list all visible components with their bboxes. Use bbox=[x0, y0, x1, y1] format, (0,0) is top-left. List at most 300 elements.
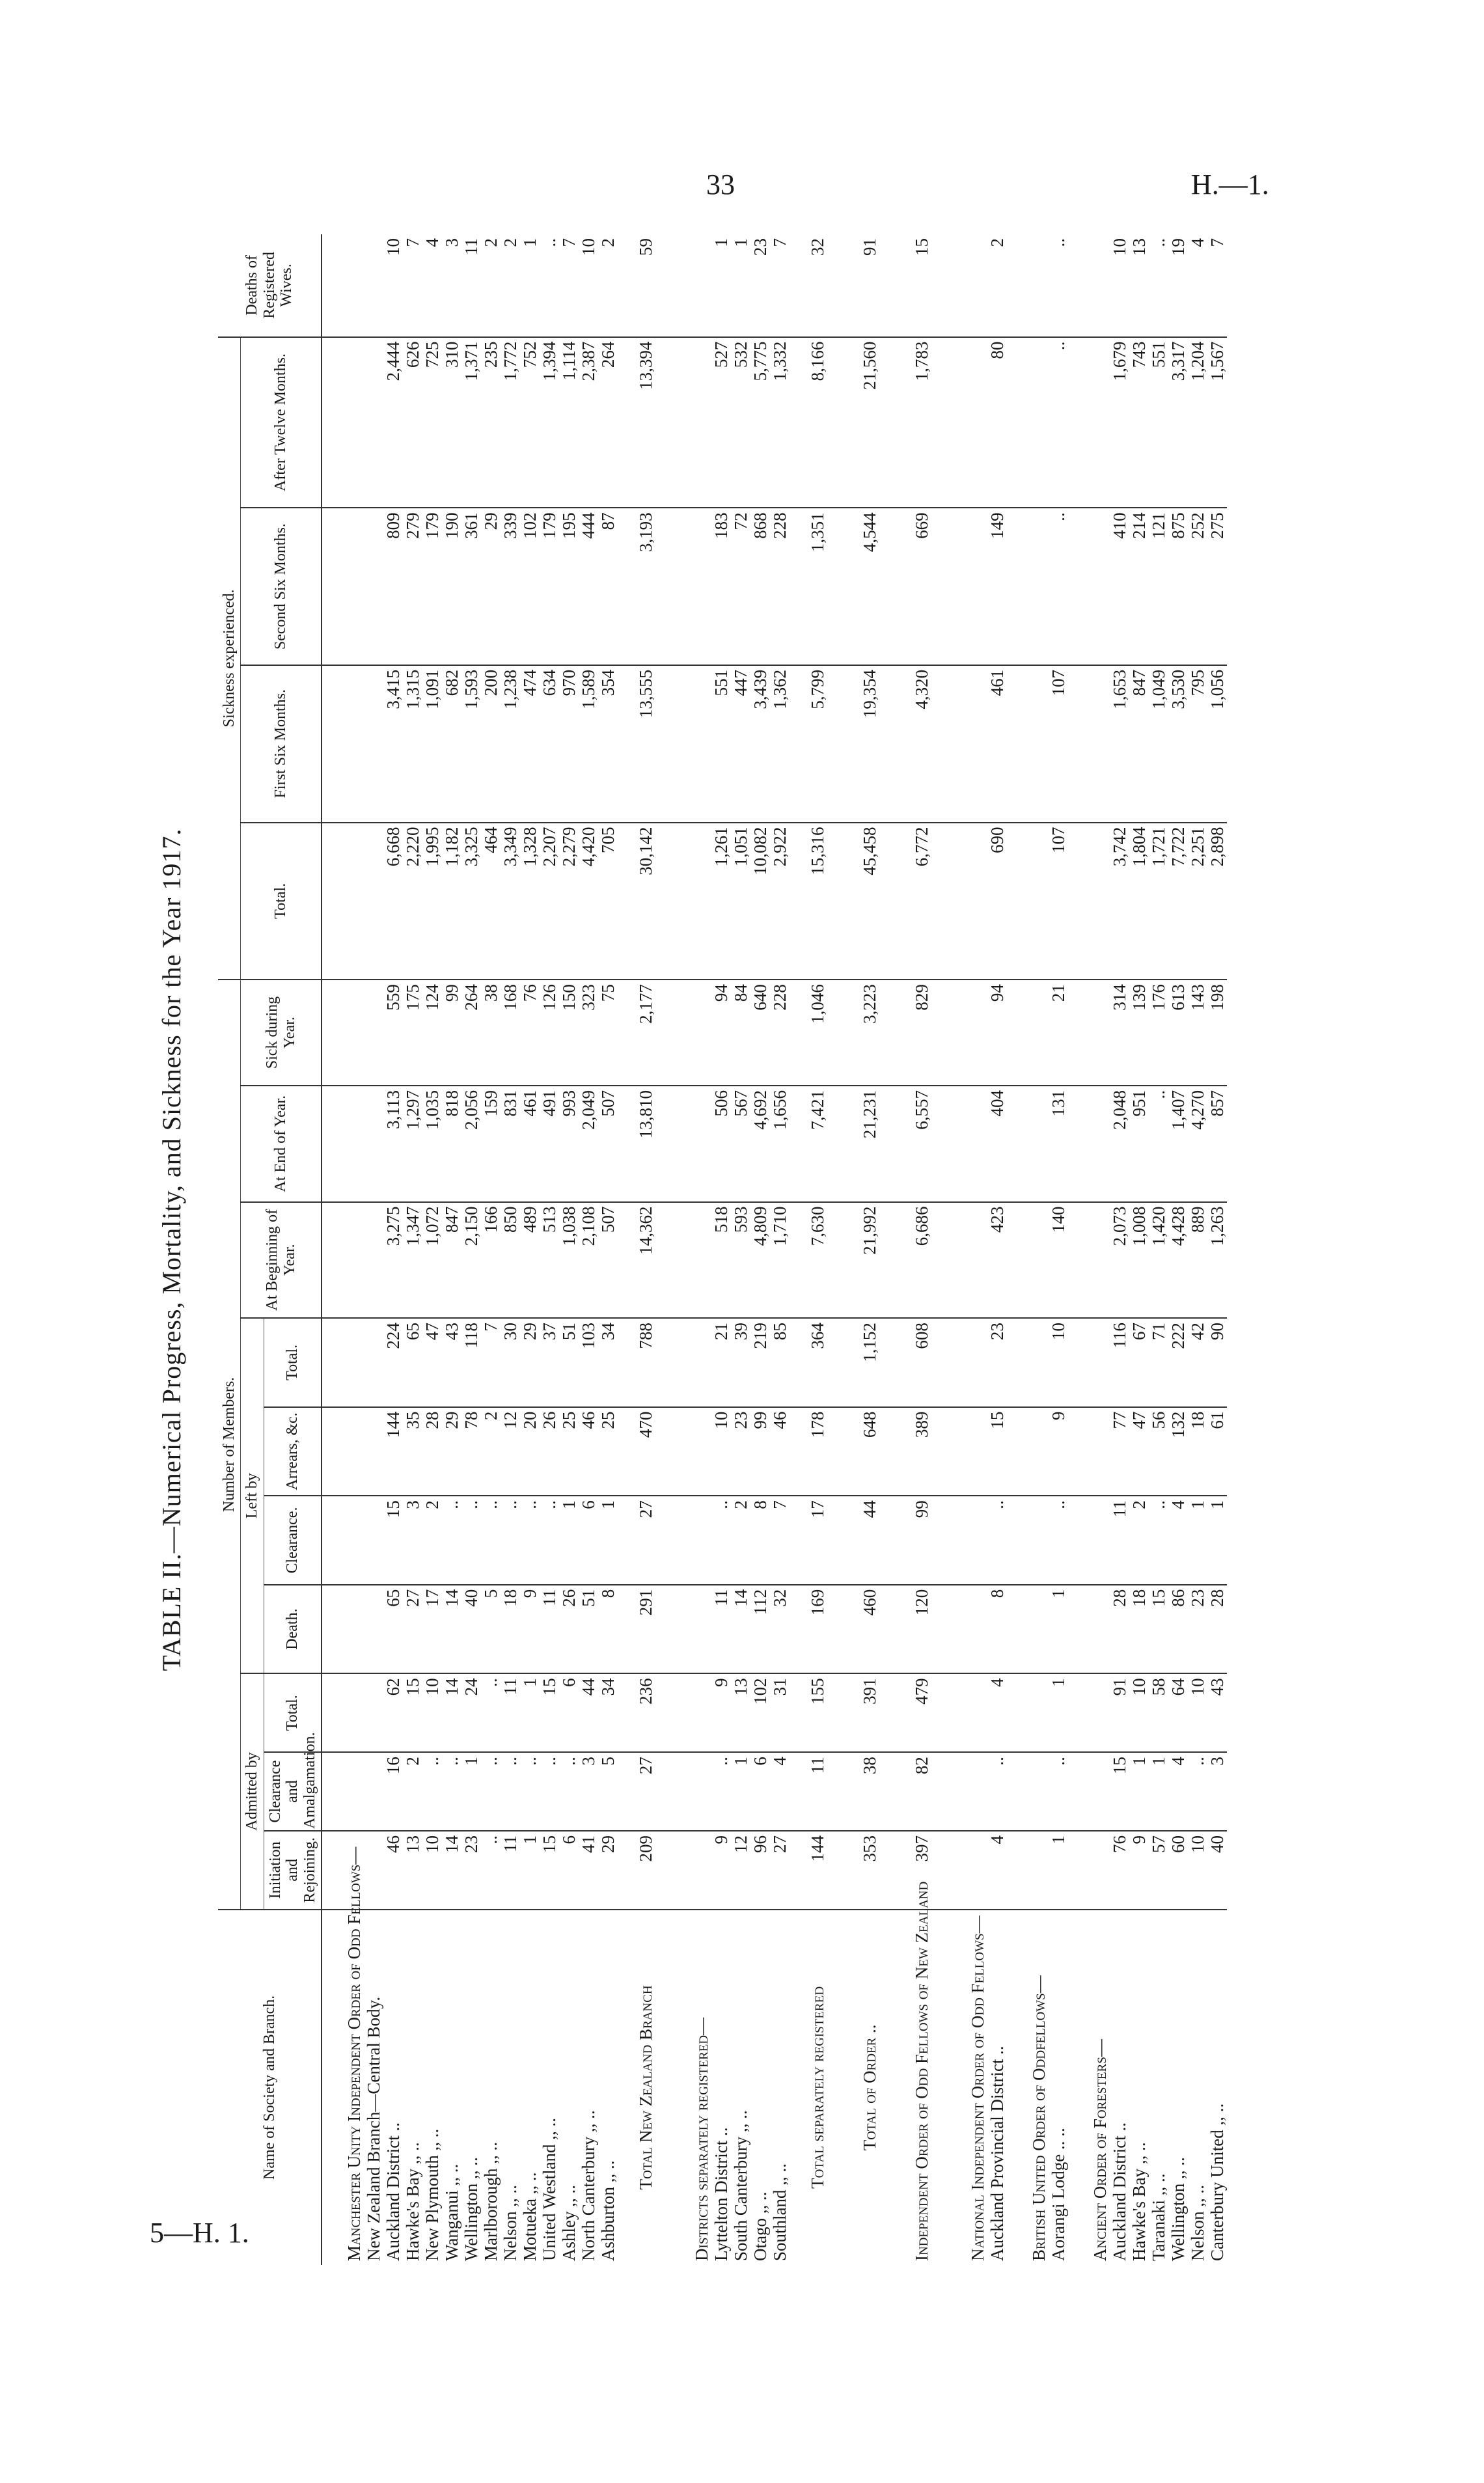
cell-value: 27 bbox=[618, 1496, 670, 1585]
cell-value: 423 bbox=[987, 1202, 1007, 1319]
cell-value: 102 bbox=[750, 1673, 770, 1752]
cell-value: 1,008 bbox=[1129, 1202, 1149, 1319]
cell-value bbox=[946, 1202, 987, 1319]
cell-value: 3,439 bbox=[750, 665, 770, 823]
cell-value: 7,630 bbox=[790, 1202, 842, 1319]
cell-value: 559 bbox=[383, 980, 403, 1086]
cell-value: 3,742 bbox=[1110, 823, 1129, 980]
cell-value: 518 bbox=[711, 1202, 731, 1319]
cell-value: 3 bbox=[1207, 1752, 1227, 1831]
cell-value: 46 bbox=[579, 1407, 598, 1496]
cell-value: .. bbox=[442, 1752, 461, 1831]
cell-value: 14 bbox=[442, 1585, 461, 1674]
cell-value: 626 bbox=[403, 337, 422, 508]
cell-value: 2,207 bbox=[540, 823, 559, 980]
cell-value: 27 bbox=[618, 1752, 670, 1831]
cell-value: 61 bbox=[1207, 1407, 1227, 1496]
cell-value bbox=[364, 1086, 383, 1202]
statistics-table bbox=[218, 234, 1227, 2265]
cell-value: 788 bbox=[618, 1318, 670, 1407]
cell-value: 1,182 bbox=[442, 823, 461, 980]
table-row bbox=[1007, 234, 1049, 2265]
cell-value: 11 bbox=[540, 1585, 559, 1674]
row-name: North Canterbury ,, .. bbox=[578, 2110, 598, 2261]
row-name: Districts separately registered— bbox=[691, 2017, 711, 2261]
cell-value: 847 bbox=[1129, 665, 1149, 823]
cell-value: 470 bbox=[618, 1407, 670, 1496]
cell-value: 6 bbox=[559, 1831, 579, 1910]
cell-value: .. bbox=[1188, 1752, 1207, 1831]
cell-value bbox=[946, 234, 987, 337]
cell-value: 9 bbox=[1129, 1831, 1149, 1910]
cell-value bbox=[1068, 508, 1110, 665]
table-row bbox=[559, 234, 579, 2265]
cell-value: 4 bbox=[422, 234, 442, 337]
cell-value: 6 bbox=[579, 1496, 598, 1585]
cell-value: 121 bbox=[1149, 508, 1168, 665]
cell-value: 364 bbox=[790, 1318, 842, 1407]
cell-value: 10 bbox=[711, 1407, 731, 1496]
cell-value bbox=[1007, 1202, 1049, 1319]
cell-value: 2,056 bbox=[461, 1086, 481, 1202]
cell-value: 818 bbox=[442, 1086, 461, 1202]
row-name: Nelson ,, .. bbox=[1187, 2185, 1207, 2261]
cell-value: 889 bbox=[1188, 1202, 1207, 1319]
cell-value: 831 bbox=[501, 1086, 520, 1202]
table-row bbox=[520, 234, 540, 2265]
cell-value: 1 bbox=[1049, 1585, 1068, 1674]
members-group-header: Number of Members. bbox=[218, 980, 241, 1910]
table-row bbox=[540, 234, 559, 2265]
cell-value: 1,351 bbox=[790, 508, 842, 665]
cell-value: 339 bbox=[501, 508, 520, 665]
cell-value: 1,072 bbox=[422, 1202, 442, 1319]
cell-value: 1,362 bbox=[770, 665, 790, 823]
col-clearance-in-header: Clearance and Amalgamation. bbox=[264, 1752, 322, 1831]
cell-value: 1 bbox=[520, 1831, 540, 1910]
cell-value: 10 bbox=[422, 1673, 442, 1752]
cell-value bbox=[1068, 1407, 1110, 1496]
cell-value: 11 bbox=[711, 1585, 731, 1674]
cell-value: 10 bbox=[1110, 234, 1129, 337]
cell-value: 2 bbox=[422, 1496, 442, 1585]
table-row bbox=[322, 234, 364, 2265]
cell-value: 11 bbox=[1110, 1496, 1129, 1585]
cell-value: .. bbox=[540, 1496, 559, 1585]
cell-value: 195 bbox=[559, 508, 579, 665]
cell-value bbox=[364, 1673, 383, 1752]
cell-value: 43 bbox=[1207, 1673, 1227, 1752]
cell-value: .. bbox=[1049, 337, 1068, 508]
cell-value: 23 bbox=[461, 1831, 481, 1910]
cell-value: 1,679 bbox=[1110, 337, 1129, 508]
cell-value: 2,387 bbox=[579, 337, 598, 508]
cell-value: 34 bbox=[598, 1673, 618, 1752]
row-name: British United Order of Oddfellows— bbox=[1028, 1975, 1049, 2261]
row-name: National Independent Order of Odd Fellows— bbox=[967, 1915, 987, 2261]
cell-value: .. bbox=[540, 1752, 559, 1831]
cell-value bbox=[670, 508, 711, 665]
cell-value: 3,275 bbox=[383, 1202, 403, 1319]
cell-value bbox=[1007, 1585, 1049, 1674]
cell-value: 222 bbox=[1168, 1318, 1188, 1407]
cell-value: 15 bbox=[894, 234, 946, 337]
row-name: Marlborough ,, .. bbox=[480, 2142, 501, 2261]
table-row bbox=[731, 234, 750, 2265]
cell-value: 15 bbox=[403, 1673, 422, 1752]
cell-value: 3,317 bbox=[1168, 337, 1188, 508]
cell-value: 461 bbox=[520, 1086, 540, 1202]
cell-value: 168 bbox=[501, 980, 520, 1086]
cell-value bbox=[1068, 1318, 1110, 1407]
cell-value: 21 bbox=[1049, 980, 1068, 1086]
cell-value: 1 bbox=[1188, 1496, 1207, 1585]
cell-value bbox=[946, 1496, 987, 1585]
table-row bbox=[442, 234, 461, 2265]
cell-value bbox=[946, 665, 987, 823]
cell-value: 102 bbox=[520, 508, 540, 665]
cell-value bbox=[322, 1673, 364, 1752]
cell-value: 4,692 bbox=[750, 1086, 770, 1202]
cell-value: .. bbox=[481, 1673, 501, 1752]
cell-value: 608 bbox=[894, 1318, 946, 1407]
cell-value bbox=[670, 1585, 711, 1674]
cell-value bbox=[1068, 980, 1110, 1086]
cell-value: 1 bbox=[520, 1673, 540, 1752]
cell-value: 139 bbox=[1129, 980, 1149, 1086]
cell-value: 4,320 bbox=[894, 665, 946, 823]
cell-value: 91 bbox=[1110, 1673, 1129, 1752]
cell-value: 13 bbox=[403, 1831, 422, 1910]
cell-value: 39 bbox=[731, 1318, 750, 1407]
table-row bbox=[1068, 234, 1110, 2265]
col-sickness-total-header: Total. bbox=[241, 823, 322, 980]
cell-value bbox=[364, 1585, 383, 1674]
cell-value: .. bbox=[520, 1496, 540, 1585]
cell-value: 354 bbox=[598, 665, 618, 823]
cell-value: 2,177 bbox=[618, 980, 670, 1086]
cell-value: 28 bbox=[1207, 1585, 1227, 1674]
table-title: TABLE II.—Numerical Progress, Mortality, and Sickness for the Year 1917. bbox=[157, 828, 186, 1671]
cell-value: 235 bbox=[481, 337, 501, 508]
row-name: Aorangi Lodge .. .. bbox=[1048, 2128, 1068, 2261]
cell-value: 3,113 bbox=[383, 1086, 403, 1202]
cell-value: 857 bbox=[1207, 1086, 1227, 1202]
table-row bbox=[1129, 234, 1149, 2265]
cell-value: 67 bbox=[1129, 1318, 1149, 1407]
cell-value: 10 bbox=[1188, 1673, 1207, 1752]
cell-value: 132 bbox=[1168, 1407, 1188, 1496]
admitted-group-header: Admitted by bbox=[241, 1673, 264, 1909]
row-name: Hawke's Bay ,, .. bbox=[402, 2142, 422, 2261]
cell-value: 99 bbox=[442, 980, 461, 1086]
cell-value bbox=[670, 1496, 711, 1585]
cell-value: 107 bbox=[1049, 665, 1068, 823]
cell-value bbox=[1068, 1831, 1110, 1910]
cell-value: 1,328 bbox=[520, 823, 540, 980]
cell-value: 705 bbox=[598, 823, 618, 980]
cell-value bbox=[322, 1202, 364, 1319]
cell-value: 4,420 bbox=[579, 823, 598, 980]
cell-value: .. bbox=[501, 1752, 520, 1831]
cell-value bbox=[322, 980, 364, 1086]
cell-value: 65 bbox=[383, 1585, 403, 1674]
cell-value: 25 bbox=[559, 1407, 579, 1496]
cell-value: 4 bbox=[1168, 1752, 1188, 1831]
cell-value: 228 bbox=[770, 508, 790, 665]
cell-value bbox=[946, 1752, 987, 1831]
cell-value: 2,150 bbox=[461, 1202, 481, 1319]
cell-value: 96 bbox=[750, 1831, 770, 1910]
table-row bbox=[481, 234, 501, 2265]
cell-value: 41 bbox=[579, 1831, 598, 1910]
cell-value: 868 bbox=[750, 508, 770, 665]
col-after-header: After Twelve Months. bbox=[241, 337, 322, 508]
cell-value: 2 bbox=[403, 1752, 422, 1831]
cell-value: 94 bbox=[711, 980, 731, 1086]
cell-value: 65 bbox=[403, 1318, 422, 1407]
cell-value: 2,049 bbox=[579, 1086, 598, 1202]
cell-value: 3,223 bbox=[842, 980, 894, 1086]
cell-value: .. bbox=[481, 1831, 501, 1910]
cell-value: 4,270 bbox=[1188, 1086, 1207, 1202]
cell-value: 10 bbox=[422, 1831, 442, 1910]
cell-value: 1,347 bbox=[403, 1202, 422, 1319]
cell-value: 15,316 bbox=[790, 823, 842, 980]
cell-value: 1,804 bbox=[1129, 823, 1149, 980]
cell-value: 31 bbox=[770, 1673, 790, 1752]
cell-value: 2 bbox=[987, 234, 1007, 337]
cell-value: 27 bbox=[770, 1831, 790, 1910]
cell-value: 78 bbox=[461, 1407, 481, 1496]
cell-value: 26 bbox=[540, 1407, 559, 1496]
row-name: Ancient Order of Foresters— bbox=[1090, 2039, 1110, 2261]
cell-value bbox=[946, 508, 987, 665]
cell-value: 13 bbox=[731, 1673, 750, 1752]
cell-value: 13 bbox=[1129, 234, 1149, 337]
cell-value: 11 bbox=[501, 1831, 520, 1910]
cell-value bbox=[1007, 980, 1049, 1086]
cell-value: 80 bbox=[987, 337, 1007, 508]
cell-value: 228 bbox=[770, 980, 790, 1086]
table-row bbox=[579, 234, 598, 2265]
cell-value: 17 bbox=[790, 1496, 842, 1585]
cell-value: 809 bbox=[383, 508, 403, 665]
cell-value: 1,056 bbox=[1207, 665, 1227, 823]
cell-value: 9 bbox=[711, 1831, 731, 1910]
cell-value bbox=[946, 337, 987, 508]
cell-value: 32 bbox=[770, 1585, 790, 1674]
cell-value bbox=[670, 1318, 711, 1407]
cell-value: 743 bbox=[1129, 337, 1149, 508]
cell-value bbox=[322, 1496, 364, 1585]
cell-value: 12 bbox=[501, 1407, 520, 1496]
cell-value: 460 bbox=[842, 1585, 894, 1674]
cell-value: 3,415 bbox=[383, 665, 403, 823]
cell-value: 2,251 bbox=[1188, 823, 1207, 980]
cell-value: 4 bbox=[770, 1752, 790, 1831]
row-name: Auckland District .. bbox=[1109, 2122, 1129, 2261]
table-row bbox=[364, 234, 383, 2265]
cell-value: 1,238 bbox=[501, 665, 520, 823]
cell-value: 214 bbox=[1129, 508, 1149, 665]
cell-value: 491 bbox=[540, 1086, 559, 1202]
cell-value: 200 bbox=[481, 665, 501, 823]
cell-value: 44 bbox=[579, 1673, 598, 1752]
cell-value: 13,810 bbox=[618, 1086, 670, 1202]
cell-value: 140 bbox=[1049, 1202, 1068, 1319]
cell-value: 3,193 bbox=[618, 508, 670, 665]
cell-value: 62 bbox=[383, 1673, 403, 1752]
cell-value: 252 bbox=[1188, 508, 1207, 665]
cell-value: .. bbox=[481, 1496, 501, 1585]
cell-value: .. bbox=[461, 1496, 481, 1585]
col-arrears-header: Arrears, &c. bbox=[264, 1407, 322, 1496]
cell-value bbox=[364, 1831, 383, 1910]
cell-value bbox=[322, 665, 364, 823]
cell-value: 143 bbox=[1188, 980, 1207, 1086]
cell-value bbox=[1068, 1673, 1110, 1752]
cell-value: 1,420 bbox=[1149, 1202, 1168, 1319]
cell-value: 8 bbox=[987, 1585, 1007, 1674]
cell-value: 159 bbox=[481, 1086, 501, 1202]
row-name: Total New Zealand Branch bbox=[635, 1985, 655, 2190]
cell-value bbox=[1007, 1086, 1049, 1202]
cell-value bbox=[364, 1496, 383, 1585]
cell-value bbox=[322, 1318, 364, 1407]
table-row bbox=[461, 234, 481, 2265]
col-name-header: Name of Society and Branch. bbox=[218, 1910, 322, 2265]
cell-value: 28 bbox=[1110, 1585, 1129, 1674]
cell-value: 6,772 bbox=[894, 823, 946, 980]
cell-value: 5,799 bbox=[790, 665, 842, 823]
cell-value: 1 bbox=[559, 1496, 579, 1585]
cell-value: 361 bbox=[461, 508, 481, 665]
cell-value: 10 bbox=[1129, 1673, 1149, 1752]
cell-value: 2,898 bbox=[1207, 823, 1227, 980]
cell-value: .. bbox=[711, 1752, 731, 1831]
cell-value: .. bbox=[481, 1752, 501, 1831]
cell-value: 5,775 bbox=[750, 337, 770, 508]
cell-value: 1 bbox=[461, 1752, 481, 1831]
row-name: Southland ,, .. bbox=[769, 2163, 790, 2261]
cell-value: 444 bbox=[579, 508, 598, 665]
table-row bbox=[383, 234, 403, 2265]
cell-value: 82 bbox=[894, 1752, 946, 1831]
cell-value: 13,555 bbox=[618, 665, 670, 823]
cell-value: 112 bbox=[750, 1585, 770, 1674]
cell-value bbox=[670, 1202, 711, 1319]
table-row bbox=[1149, 234, 1168, 2265]
cell-value: 40 bbox=[461, 1585, 481, 1674]
cell-value bbox=[1007, 508, 1049, 665]
table-row bbox=[1049, 234, 1068, 2265]
cell-value: 12 bbox=[731, 1831, 750, 1910]
cell-value: 829 bbox=[894, 980, 946, 1086]
cell-value: 1,772 bbox=[501, 337, 520, 508]
cell-value bbox=[946, 1831, 987, 1910]
cell-value: 183 bbox=[711, 508, 731, 665]
cell-value: 59 bbox=[618, 234, 670, 337]
cell-value: 13,394 bbox=[618, 337, 670, 508]
cell-value: 6,668 bbox=[383, 823, 403, 980]
cell-value: 3,325 bbox=[461, 823, 481, 980]
cell-value: 47 bbox=[422, 1318, 442, 1407]
cell-value: 634 bbox=[540, 665, 559, 823]
cell-value: .. bbox=[1049, 1496, 1068, 1585]
cell-value: 198 bbox=[1207, 980, 1227, 1086]
cell-value: 144 bbox=[790, 1831, 842, 1910]
cell-value bbox=[1007, 823, 1049, 980]
cell-value: 7 bbox=[770, 1496, 790, 1585]
cell-value: 291 bbox=[618, 1585, 670, 1674]
report-reference: H.—1. bbox=[1191, 169, 1269, 200]
cell-value bbox=[322, 508, 364, 665]
cell-value: 397 bbox=[894, 1831, 946, 1910]
table-row bbox=[403, 234, 422, 2265]
cell-value: 1,593 bbox=[461, 665, 481, 823]
cell-value bbox=[322, 823, 364, 980]
cell-value: 1 bbox=[731, 1752, 750, 1831]
row-name: Hawke's Bay ,, .. bbox=[1129, 2142, 1149, 2261]
cell-value: 15 bbox=[540, 1831, 559, 1910]
cell-value bbox=[670, 1831, 711, 1910]
cell-value: 178 bbox=[790, 1407, 842, 1496]
cell-value: 1,656 bbox=[770, 1086, 790, 1202]
row-name: New Zealand Branch—Central Body. bbox=[363, 1996, 383, 2261]
cell-value: 447 bbox=[731, 665, 750, 823]
cell-value: 23 bbox=[731, 1407, 750, 1496]
col-death-header: Death. bbox=[264, 1585, 322, 1674]
cell-value: 7 bbox=[559, 234, 579, 337]
cell-value: 551 bbox=[711, 665, 731, 823]
cell-value: 45,458 bbox=[842, 823, 894, 980]
cell-value: 593 bbox=[731, 1202, 750, 1319]
cell-value bbox=[1068, 823, 1110, 980]
cell-value: 1,035 bbox=[422, 1086, 442, 1202]
table-body bbox=[322, 234, 1227, 2265]
row-name: New Plymouth ,, .. bbox=[422, 2128, 442, 2261]
cell-value: 6,686 bbox=[894, 1202, 946, 1319]
cell-value: 3 bbox=[579, 1752, 598, 1831]
cell-value: 57 bbox=[1149, 1831, 1168, 1910]
cell-value bbox=[1068, 1752, 1110, 1831]
cell-value: 2 bbox=[731, 1496, 750, 1585]
table-row bbox=[1168, 234, 1188, 2265]
cell-value bbox=[364, 234, 383, 337]
cell-value: 116 bbox=[1110, 1318, 1129, 1407]
cell-value: 513 bbox=[540, 1202, 559, 1319]
cell-value bbox=[1068, 1202, 1110, 1319]
cell-value: 474 bbox=[520, 665, 540, 823]
cell-value: 8 bbox=[750, 1496, 770, 1585]
cell-value: 35 bbox=[403, 1407, 422, 1496]
cell-value: 18 bbox=[1129, 1585, 1149, 1674]
cell-value: 38 bbox=[842, 1752, 894, 1831]
cell-value: 9 bbox=[1049, 1407, 1068, 1496]
cell-value: 27 bbox=[403, 1585, 422, 1674]
cell-value: 1,261 bbox=[711, 823, 731, 980]
col-wives-header: Deaths of Registered Wives. bbox=[218, 234, 322, 337]
cell-value: 21,560 bbox=[842, 337, 894, 508]
cell-value: 76 bbox=[520, 980, 540, 1086]
table-row bbox=[1207, 234, 1227, 2265]
cell-value: 11 bbox=[501, 1673, 520, 1752]
cell-value: 99 bbox=[894, 1496, 946, 1585]
col-admitted-total-header: Total. bbox=[264, 1673, 322, 1752]
cell-value: 464 bbox=[481, 823, 501, 980]
cell-value: 1,783 bbox=[894, 337, 946, 508]
